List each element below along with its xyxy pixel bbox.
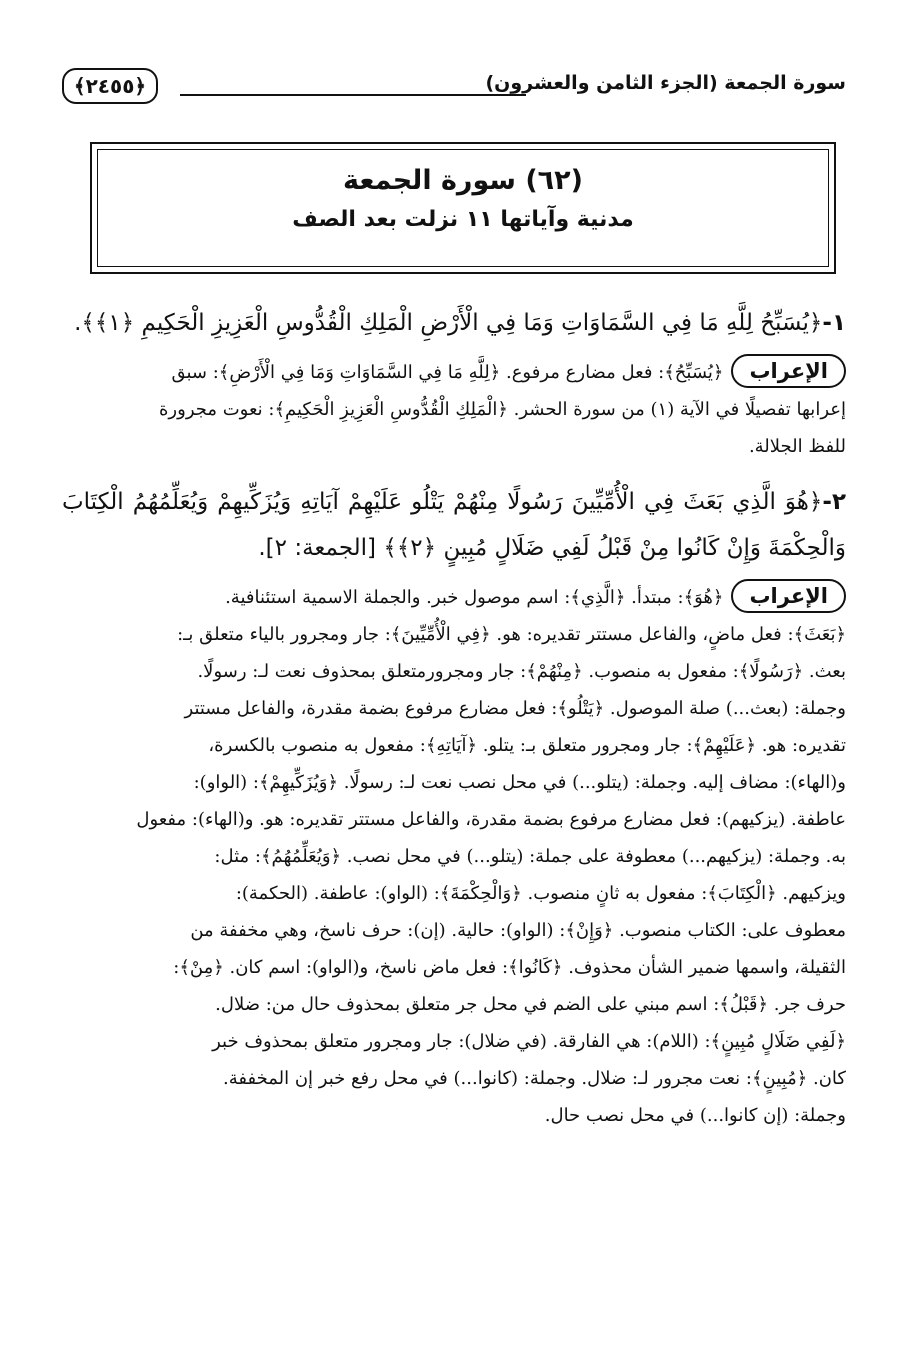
surah-title: (٦٢) سورة الجمعة [343, 165, 583, 196]
irab-line: ﴿هُوَ﴾: مبتدأ. ﴿الَّذِي﴾: اسم موصول خبر. والجملة الاسمية استئنافية. [225, 587, 724, 608]
verse-text: ﴿يُسَبِّحُ لِلَّهِ مَا فِي السَّمَاوَاتِ وَمَا فِي الْأَرْضِ الْمَلِكِ الْقُدُّوسِ الْعَزِيزِ الْحَكِيمِ ﴿١﴾﴾. [74, 310, 823, 336]
running-header [62, 62, 846, 106]
irab-line: به. وجملة: (يزكيهم...) معطوفة على جملة: (يتلو...) في محل نصب. ﴿وَيُعَلِّمُهُمُ﴾: مثل: [214, 846, 846, 867]
irab-line: ﴿يُسَبِّحُ﴾: فعل مضارع مرفوع. ﴿لِلَّهِ مَا فِي السَّمَاوَاتِ وَمَا فِي الْأَرْضِ﴾: سبق [171, 362, 724, 383]
irab-label: الإعراب [731, 579, 846, 613]
verse-text: ﴿هُوَ الَّذِي بَعَثَ فِي الْأُمِّيِّينَ رَسُولًا مِنْهُمْ يَتْلُو عَلَيْهِمْ آيَاتِهِ وَيُزَكِّيهِمْ وَيُعَلِّمُهُمُ الْكِتَابَ وَالْحِكْمَةَ وَإِنْ كَانُوا مِنْ قَبْلُ لَفِي ضَلَالٍ مُبِينٍ ﴿٢﴾﴾ [الجمعة: ٢]. [62, 489, 846, 561]
surah-subtitle: مدنية وآياتها ١١ نزلت بعد الصف [292, 207, 634, 232]
irab-line: عاطفة. (يزكيهم): فعل مضارع مرفوع بضمة مقدرة، والفاعل مستتر تقديره: هو. و(الهاء): مفعول [136, 809, 846, 830]
header-title: سورة الجمعة (الجزء الثامن والعشرون) [485, 72, 846, 94]
irab-section-2 [62, 579, 846, 1134]
irab-line: وجملة: (إن كانوا...) في محل نصب حال. [544, 1105, 846, 1126]
page [62, 62, 846, 1134]
surah-title-frame [90, 142, 836, 274]
irab-line: وجملة: (بعث...) صلة الموصول. ﴿يَتْلُو﴾: فعل مضارع مرفوع بضمة مقدرة، والفاعل مستتر [184, 698, 846, 719]
irab-line: حرف جر. ﴿قَبْلُ﴾: اسم مبني على الضم في محل جر متعلق بمحذوف حال من: ضلال. [215, 994, 846, 1015]
irab-line: ﴿لَفِي ضَلَالٍ مُبِينٍ﴾: (اللام): هي الفارقة. (في ضلال): جار ومجرور متعلق بمحذوف خبر [212, 1031, 846, 1052]
header-rule [180, 94, 526, 96]
irab-line: إعرابها تفصيلًا في الآية (١) من سورة الحشر. ﴿الْمَلِكِ الْقُدُّوسِ الْعَزِيزِ الْحَكِيمِ﴾: نعوت مجرورة [159, 399, 846, 420]
verse-1 [62, 300, 846, 346]
verse-number: ٢- [822, 489, 846, 515]
irab-line: تقديره: هو. ﴿عَلَيْهِمْ﴾: جار ومجرور متعلق بـ: يتلو. ﴿آيَاتِهِ﴾: مفعول به منصوب بالكسرة، [208, 735, 846, 756]
surah-title-inner-frame [97, 149, 829, 267]
irab-line: للفظ الجلالة. [748, 436, 846, 457]
irab-line: معطوف على: الكتاب منصوب. ﴿وَإِنْ﴾: (الواو): حالية. (إن): حرف ناسخ، وهي مخففة من [190, 920, 846, 941]
irab-section-1 [62, 354, 846, 465]
irab-line: ويزكيهم. ﴿الْكِتَابَ﴾: مفعول به ثانٍ منصوب. ﴿وَالْحِكْمَةَ﴾: (الواو): عاطفة. (الحكمة): [235, 883, 846, 904]
irab-label: الإعراب [731, 354, 846, 388]
irab-line: بعث. ﴿رَسُولًا﴾: مفعول به منصوب. ﴿مِنْهُمْ﴾: جار ومجرورمتعلق بمحذوف نعت لـ: رسولًا. [197, 661, 846, 682]
verse-2 [62, 479, 846, 571]
irab-line: ﴿بَعَثَ﴾: فعل ماضٍ، والفاعل مستتر تقديره: هو. ﴿فِي الْأُمِّيِّينَ﴾: جار ومجرور بالياء متعلق بـ: [177, 624, 846, 645]
irab-line: الثقيلة، واسمها ضمير الشأن محذوف. ﴿كَانُوا﴾: فعل ماض ناسخ، و(الواو): اسم كان. ﴿مِنْ﴾: [173, 957, 846, 978]
irab-line: و(الهاء): مضاف إليه. وجملة: (يتلو...) في محل نصب نعت لـ: رسولًا. ﴿وَيُزَكِّيهِمْ﴾: (الواو): [193, 772, 846, 793]
verse-number: ١- [822, 310, 846, 336]
page-number: ﴿٢٤٥٥﴾ [62, 68, 158, 104]
irab-line: كان. ﴿مُبِينٍ﴾: نعت مجرور لـ: ضلال. وجملة: (كانوا...) في محل رفع خبر إن المخففة. [223, 1068, 846, 1089]
